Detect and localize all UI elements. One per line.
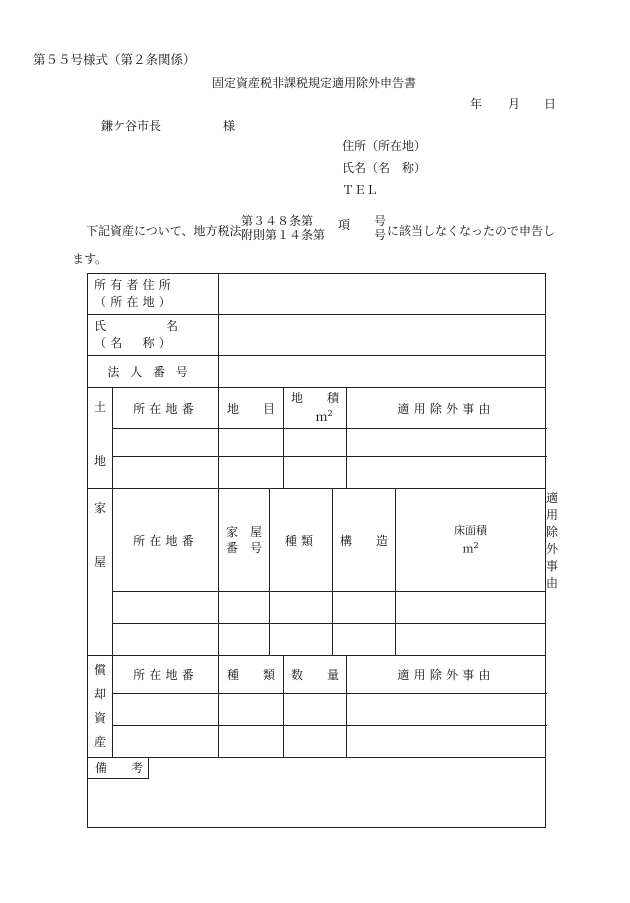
land-section-label: 土 地: [88, 388, 113, 489]
depreciable-type-field[interactable]: [219, 726, 284, 758]
applicant-name-label: 氏名（名 称）: [342, 161, 427, 175]
land-area-field[interactable]: [284, 429, 347, 457]
house-floor-area-field[interactable]: [396, 592, 546, 624]
depreciable-header-row: [88, 656, 546, 694]
law-reference: [241, 214, 325, 242]
remarks-field[interactable]: [88, 758, 546, 828]
depreciable-quantity-field[interactable]: [284, 726, 347, 758]
owner-name-row: [88, 315, 546, 356]
addressee-name: 鎌ケ谷市長: [101, 119, 162, 133]
depreciable-quantity-header: 数 量: [284, 656, 347, 694]
form-title: 固定資産税非課税規定適用除外申告書: [212, 76, 417, 90]
land-reason-field[interactable]: [347, 429, 546, 457]
land-category-header: 地 目: [219, 388, 284, 429]
land-row: [88, 457, 546, 489]
num-label-1: 号: [374, 214, 387, 228]
form-number: 第５５号様式（第２条関係）: [33, 52, 196, 67]
depreciable-row: [88, 694, 546, 726]
land-location-field[interactable]: [113, 457, 219, 489]
land-row: [88, 429, 546, 457]
house-structure-field[interactable]: [333, 592, 396, 624]
owner-name-label: 氏 名 （名 称）: [88, 315, 219, 356]
house-floor-area-header: 床面積 ｍ$^2$: [396, 489, 546, 592]
land-category-field[interactable]: [219, 429, 284, 457]
land-area-header: 地 積 ｍ$^2$: [284, 388, 347, 429]
depreciable-quantity-field[interactable]: [284, 694, 347, 726]
house-row: [88, 592, 546, 624]
body-tail: に該当しなくなったので申告し: [387, 224, 556, 238]
applicant-address-label: 住所（所在地）: [342, 139, 427, 153]
house-type-field[interactable]: [270, 624, 333, 656]
declaration-table: [87, 273, 559, 828]
land-header-row: [88, 388, 546, 429]
house-number-field[interactable]: [219, 592, 270, 624]
depreciable-location-field[interactable]: [113, 694, 219, 726]
date-month: 月: [508, 97, 521, 111]
corp-number-field[interactable]: [219, 356, 546, 388]
law-line-1: 第３４８条第: [241, 214, 314, 228]
addressee-honorific: 様: [223, 119, 236, 133]
law-line-2: 附則第１４条第: [241, 228, 326, 242]
house-section-label: 家 屋: [88, 489, 113, 656]
house-floor-area-field[interactable]: [396, 624, 546, 656]
depreciable-type-header: 種 類: [219, 656, 284, 694]
depreciable-location-field[interactable]: [113, 726, 219, 758]
house-location-field[interactable]: [113, 592, 219, 624]
depreciable-exclusion-reason-header: 適用除外事由: [347, 656, 546, 694]
house-structure-field[interactable]: [333, 624, 396, 656]
house-header-row: 家 屋 所在地番 家 屋 番 号 種類 構 造 床面積 ｍ$^2$ 適用除外事由: [88, 489, 546, 592]
depreciable-reason-field[interactable]: [347, 694, 546, 726]
remarks-row: [88, 758, 546, 828]
num-label-2: 号: [374, 228, 387, 242]
land-reason-field[interactable]: [347, 457, 546, 489]
owner-address-label: 所有者住所 （所在地）: [88, 274, 219, 315]
date-year: 年: [470, 97, 483, 111]
date-day: 日: [544, 97, 557, 111]
land-exclusion-reason-header: 適用除外事由: [347, 388, 546, 429]
depreciable-reason-field[interactable]: [347, 726, 546, 758]
land-location-field[interactable]: [113, 429, 219, 457]
body-tail-2: ます。: [72, 252, 108, 266]
owner-name-field[interactable]: [219, 315, 546, 356]
corp-number-label: 法人番号: [88, 356, 219, 388]
depreciable-location-header: 所在地番: [113, 656, 219, 694]
house-location-field[interactable]: [113, 624, 219, 656]
owner-address-field[interactable]: [219, 274, 546, 315]
land-location-header: 所在地番: [113, 388, 219, 429]
house-number-header: 家 屋 番 号: [219, 489, 270, 592]
depreciable-row: [88, 726, 546, 758]
house-row: [88, 624, 546, 656]
house-number-field[interactable]: [219, 624, 270, 656]
depreciable-section-label: 償 却 資 産: [88, 656, 113, 758]
owner-address-row: [88, 274, 546, 315]
body-lead: 下記資産について、地方税法: [86, 224, 242, 238]
land-area-field[interactable]: [284, 457, 347, 489]
corp-number-row: [88, 356, 546, 388]
land-category-field[interactable]: [219, 457, 284, 489]
house-type-header: 種類: [270, 489, 333, 592]
applicant-tel-label: ＴＥＬ: [342, 183, 379, 197]
depreciable-type-field[interactable]: [219, 694, 284, 726]
house-location-header: 所在地番: [113, 489, 219, 592]
house-type-field[interactable]: [270, 592, 333, 624]
item-label: 項: [338, 218, 351, 232]
remarks-label: 備 考: [87, 757, 149, 779]
house-structure-header: 構 造: [333, 489, 396, 592]
num-labels: [374, 214, 386, 242]
